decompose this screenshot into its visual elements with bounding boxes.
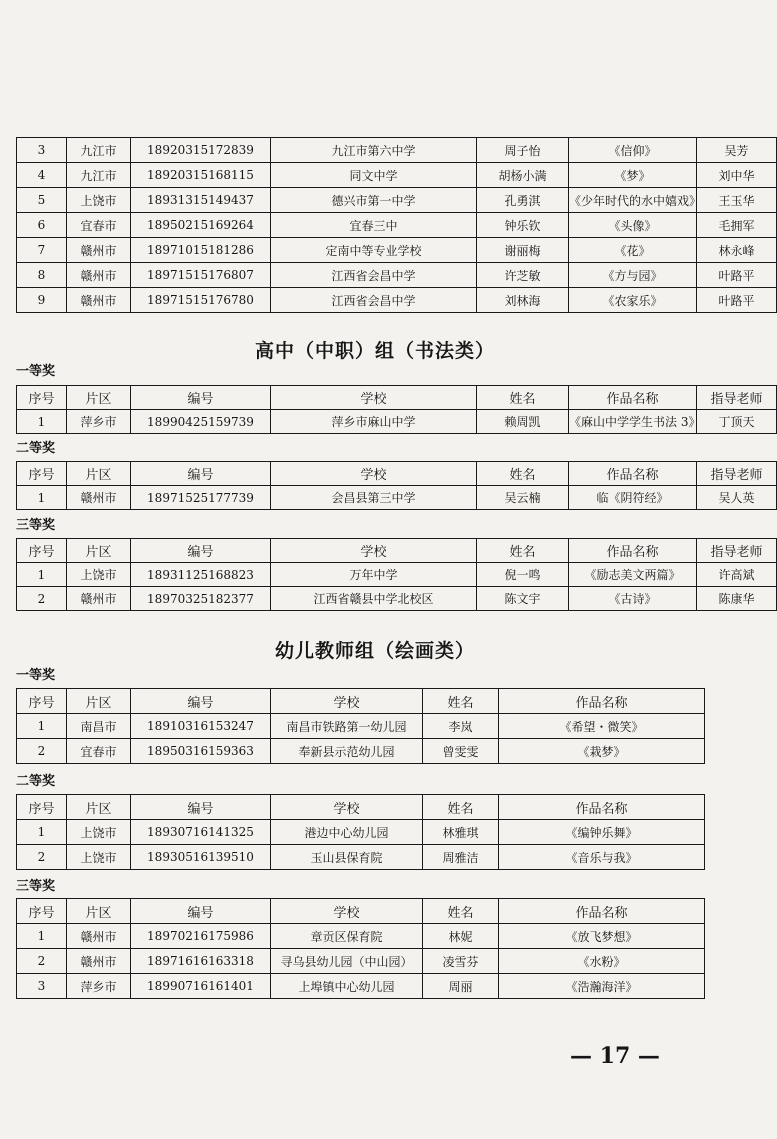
- table-row: [17, 820, 705, 845]
- code-cell: 18920315172839: [131, 138, 271, 163]
- section-title-painting: 幼儿教师组（绘画类）: [274, 640, 475, 662]
- district-cell: 萍乡市: [67, 974, 131, 999]
- district-header: 片区: [67, 386, 131, 410]
- district-cell: 赣州市: [67, 288, 131, 313]
- work-title-cell: 《编钟乐舞》: [499, 820, 705, 845]
- school-cell: 章贡区保育院: [271, 924, 423, 949]
- seq-header: 序号: [17, 462, 67, 486]
- page-number: — 17 —: [570, 1043, 660, 1069]
- calligraphy-second-prize-table: [16, 461, 777, 510]
- seq-cell: 1: [17, 924, 67, 949]
- award-label-third: 三等奖: [16, 518, 56, 533]
- name-cell: 钟乐钦: [477, 213, 569, 238]
- district-cell: 宜春市: [67, 739, 131, 764]
- award-label-first: 一等奖: [16, 364, 56, 379]
- seq-header: 序号: [17, 386, 67, 410]
- seq-cell: 6: [17, 213, 67, 238]
- code-cell: 18971515176780: [131, 288, 271, 313]
- school-cell: 同文中学: [271, 163, 477, 188]
- table-row: [17, 739, 705, 764]
- table-row: [17, 563, 777, 587]
- district-cell: 南昌市: [67, 714, 131, 739]
- teacher-cell: 吴芳: [697, 138, 777, 163]
- school-cell: 萍乡市麻山中学: [271, 410, 477, 434]
- seq-cell: 4: [17, 163, 67, 188]
- seq-cell: 3: [17, 138, 67, 163]
- name-cell: 李岚: [423, 714, 499, 739]
- award-label-second: 二等奖: [16, 441, 56, 456]
- district-cell: 上饶市: [67, 188, 131, 213]
- seq-cell: 1: [17, 820, 67, 845]
- table-row: [17, 486, 777, 510]
- work-title-header: 作品名称: [499, 899, 705, 924]
- school-cell: 定南中等专业学校: [271, 238, 477, 263]
- teacher-cell: 王玉华: [697, 188, 777, 213]
- seq-cell: 1: [17, 714, 67, 739]
- code-header: 编号: [131, 795, 271, 820]
- table-row: [17, 845, 705, 870]
- work-title-cell: 《希望・微笑》: [499, 714, 705, 739]
- table-row: [17, 263, 777, 288]
- school-cell: 港边中心幼儿园: [271, 820, 423, 845]
- table-row: [17, 949, 705, 974]
- district-cell: 赣州市: [67, 238, 131, 263]
- calligraphy-first-prize-table: [16, 385, 777, 434]
- code-cell: 18950215169264: [131, 213, 271, 238]
- work-title-cell: 临《阴符经》: [569, 486, 697, 510]
- name-cell: 赖周凯: [477, 410, 569, 434]
- seq-header: 序号: [17, 689, 67, 714]
- work-title-header: 作品名称: [569, 462, 697, 486]
- section-title-calligraphy: 高中（中职）组（书法类）: [254, 340, 495, 362]
- school-cell: 江西省会昌中学: [271, 263, 477, 288]
- school-cell: 南昌市铁路第一幼儿园: [271, 714, 423, 739]
- school-cell: 会昌县第三中学: [271, 486, 477, 510]
- table-header-row: [17, 689, 705, 714]
- code-cell: 18971525177739: [131, 486, 271, 510]
- table-row: [17, 974, 705, 999]
- seq-header: 序号: [17, 539, 67, 563]
- work-title-cell: 《梦》: [569, 163, 697, 188]
- name-cell: 倪一鸣: [477, 563, 569, 587]
- work-title-cell: 《农家乐》: [569, 288, 697, 313]
- teacher-cell: 吴人英: [697, 486, 777, 510]
- name-cell: 胡杨小满: [477, 163, 569, 188]
- seq-cell: 2: [17, 845, 67, 870]
- award-label-first: 一等奖: [16, 668, 56, 683]
- work-title-cell: 《栽梦》: [499, 739, 705, 764]
- school-cell: 江西省赣县中学北校区: [271, 587, 477, 611]
- table-header-row: [17, 539, 777, 563]
- code-cell: 18930716141325: [131, 820, 271, 845]
- name-cell: 林雅琪: [423, 820, 499, 845]
- results-table-continued: [16, 137, 777, 313]
- table-header-row: [17, 899, 705, 924]
- teacher-header: 指导老师: [697, 462, 777, 486]
- work-title-cell: 《放飞梦想》: [499, 924, 705, 949]
- table-row: [17, 138, 777, 163]
- code-cell: 18920315168115: [131, 163, 271, 188]
- school-cell: 寻乌县幼儿园（中山园）: [271, 949, 423, 974]
- table-row: [17, 714, 705, 739]
- work-title-cell: 《音乐与我》: [499, 845, 705, 870]
- calligraphy-third-prize-table: [16, 538, 777, 611]
- teacher-cell: 叶路平: [697, 288, 777, 313]
- teacher-cell: 丁顶天: [697, 410, 777, 434]
- table-row: [17, 188, 777, 213]
- district-cell: 上饶市: [67, 820, 131, 845]
- district-cell: 赣州市: [67, 949, 131, 974]
- teacher-cell: 毛拥军: [697, 213, 777, 238]
- work-title-cell: 《方与园》: [569, 263, 697, 288]
- seq-cell: 2: [17, 949, 67, 974]
- school-header: 学校: [271, 539, 477, 563]
- school-header: 学校: [271, 386, 477, 410]
- district-cell: 萍乡市: [67, 410, 131, 434]
- work-title-cell: 《信仰》: [569, 138, 697, 163]
- name-cell: 许芝敏: [477, 263, 569, 288]
- table-header-row: [17, 795, 705, 820]
- seq-cell: 2: [17, 739, 67, 764]
- teacher-cell: 陈康华: [697, 587, 777, 611]
- code-header: 编号: [131, 689, 271, 714]
- seq-cell: 2: [17, 587, 67, 611]
- work-title-header: 作品名称: [569, 386, 697, 410]
- teacher-header: 指导老师: [697, 539, 777, 563]
- teacher-cell: 刘中华: [697, 163, 777, 188]
- code-cell: 18990425159739: [131, 410, 271, 434]
- painting-second-prize-table: [16, 794, 705, 870]
- school-header: 学校: [271, 462, 477, 486]
- code-header: 编号: [131, 386, 271, 410]
- code-header: 编号: [131, 462, 271, 486]
- name-cell: 周雅洁: [423, 845, 499, 870]
- school-cell: 德兴市第一中学: [271, 188, 477, 213]
- school-header: 学校: [271, 795, 423, 820]
- work-title-header: 作品名称: [499, 689, 705, 714]
- code-cell: 18971616163318: [131, 949, 271, 974]
- code-cell: 18971515176807: [131, 263, 271, 288]
- district-cell: 宜春市: [67, 213, 131, 238]
- table-row: [17, 410, 777, 434]
- district-cell: 赣州市: [67, 924, 131, 949]
- district-cell: 上饶市: [67, 563, 131, 587]
- seq-cell: 1: [17, 410, 67, 434]
- seq-cell: 3: [17, 974, 67, 999]
- work-title-cell: 《励志美文两篇》: [569, 563, 697, 587]
- name-cell: 谢丽梅: [477, 238, 569, 263]
- name-cell: 陈文宇: [477, 587, 569, 611]
- code-cell: 18930516139510: [131, 845, 271, 870]
- school-cell: 万年中学: [271, 563, 477, 587]
- name-cell: 曾雯雯: [423, 739, 499, 764]
- district-cell: 赣州市: [67, 587, 131, 611]
- name-cell: 凌雪芬: [423, 949, 499, 974]
- seq-cell: 1: [17, 486, 67, 510]
- code-cell: 18970325182377: [131, 587, 271, 611]
- seq-cell: 5: [17, 188, 67, 213]
- code-cell: 18910316153247: [131, 714, 271, 739]
- table-header-row: [17, 386, 777, 410]
- seq-header: 序号: [17, 795, 67, 820]
- name-header: 姓名: [423, 689, 499, 714]
- name-cell: 周子怡: [477, 138, 569, 163]
- seq-cell: 1: [17, 563, 67, 587]
- work-title-cell: 《浩瀚海洋》: [499, 974, 705, 999]
- district-cell: 九江市: [67, 138, 131, 163]
- district-header: 片区: [67, 462, 131, 486]
- award-label-third: 三等奖: [16, 879, 56, 894]
- name-cell: 林妮: [423, 924, 499, 949]
- seq-cell: 7: [17, 238, 67, 263]
- name-header: 姓名: [423, 899, 499, 924]
- name-header: 姓名: [477, 539, 569, 563]
- award-label-second: 二等奖: [16, 774, 56, 789]
- school-cell: 九江市第六中学: [271, 138, 477, 163]
- table-row: [17, 288, 777, 313]
- school-header: 学校: [271, 899, 423, 924]
- table-row: [17, 587, 777, 611]
- painting-first-prize-table: [16, 688, 705, 764]
- teacher-header: 指导老师: [697, 386, 777, 410]
- name-header: 姓名: [477, 386, 569, 410]
- work-title-cell: 《麻山中学学生书法 3》: [569, 410, 697, 434]
- code-cell: 18950316159363: [131, 739, 271, 764]
- table-row: [17, 163, 777, 188]
- work-title-cell: 《水粉》: [499, 949, 705, 974]
- code-cell: 18931315149437: [131, 188, 271, 213]
- table-row: [17, 238, 777, 263]
- district-header: 片区: [67, 689, 131, 714]
- work-title-cell: 《头像》: [569, 213, 697, 238]
- name-header: 姓名: [423, 795, 499, 820]
- code-cell: 18970216175986: [131, 924, 271, 949]
- name-cell: 刘林海: [477, 288, 569, 313]
- district-cell: 九江市: [67, 163, 131, 188]
- district-header: 片区: [67, 899, 131, 924]
- name-cell: 周丽: [423, 974, 499, 999]
- school-cell: 宜春三中: [271, 213, 477, 238]
- district-cell: 赣州市: [67, 486, 131, 510]
- teacher-cell: 许高斌: [697, 563, 777, 587]
- seq-header: 序号: [17, 899, 67, 924]
- work-title-header: 作品名称: [499, 795, 705, 820]
- district-header: 片区: [67, 539, 131, 563]
- district-cell: 赣州市: [67, 263, 131, 288]
- school-cell: 奉新县示范幼儿园: [271, 739, 423, 764]
- seq-cell: 9: [17, 288, 67, 313]
- district-cell: 上饶市: [67, 845, 131, 870]
- work-title-cell: 《花》: [569, 238, 697, 263]
- school-cell: 上埠镇中心幼儿园: [271, 974, 423, 999]
- name-cell: 孔勇淇: [477, 188, 569, 213]
- teacher-cell: 林永峰: [697, 238, 777, 263]
- code-header: 编号: [131, 539, 271, 563]
- code-header: 编号: [131, 899, 271, 924]
- school-cell: 江西省会昌中学: [271, 288, 477, 313]
- code-cell: 18931125168823: [131, 563, 271, 587]
- painting-third-prize-table: [16, 898, 705, 999]
- table-row: [17, 924, 705, 949]
- teacher-cell: 叶路平: [697, 263, 777, 288]
- seq-cell: 8: [17, 263, 67, 288]
- code-cell: 18990716161401: [131, 974, 271, 999]
- name-cell: 吴云楠: [477, 486, 569, 510]
- work-title-cell: 《少年时代的水中嬉戏》: [569, 188, 697, 213]
- code-cell: 18971015181286: [131, 238, 271, 263]
- table-row: [17, 213, 777, 238]
- work-title-header: 作品名称: [569, 539, 697, 563]
- table-header-row: [17, 462, 777, 486]
- school-cell: 玉山县保育院: [271, 845, 423, 870]
- school-header: 学校: [271, 689, 423, 714]
- name-header: 姓名: [477, 462, 569, 486]
- work-title-cell: 《古诗》: [569, 587, 697, 611]
- district-header: 片区: [67, 795, 131, 820]
